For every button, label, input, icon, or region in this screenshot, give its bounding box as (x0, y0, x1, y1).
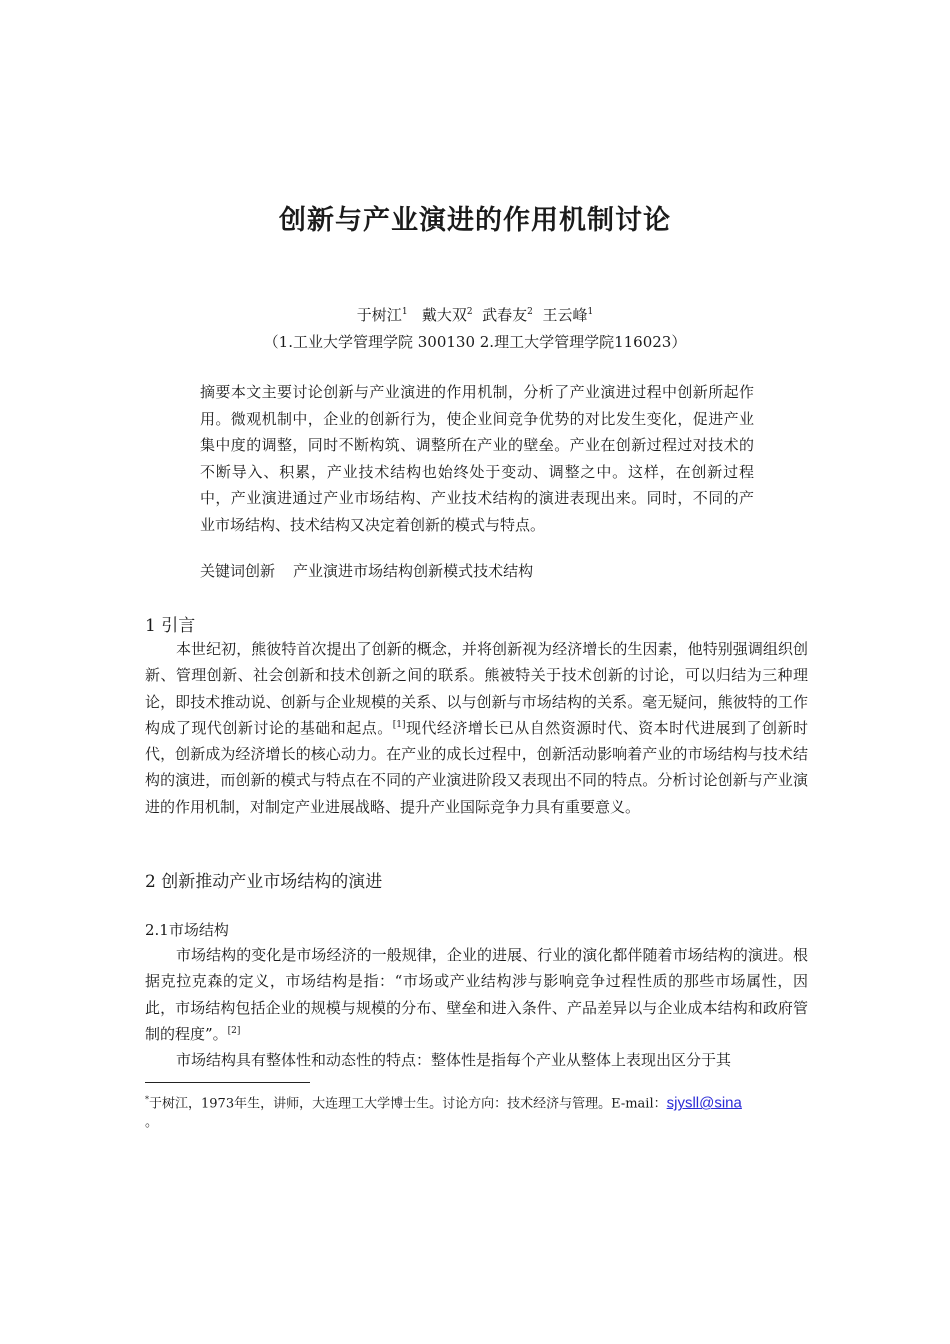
paragraph-text: 本世纪初，熊彼特首次提出了创新的概念，并将创新视为经济增长的生因素，他特别强调组织创新、管理创新、社会创新和技术创新之间的联系。熊被特关于技术创新的讨论，可以归结为三种理论，即技术推动说、创新与企业规模的关系、以与创新与市场结构的关系。毫无疑问，熊彼特的工作构成了现代创新讨论的基础和起点。 (145, 640, 808, 737)
author-name: 王云峰 (542, 306, 588, 324)
author-affil-mark: 1 (587, 307, 594, 317)
paragraph-text: 市场结构具有整体性和动态性的特点：整体性是指每个产业从整体上表现出区分于其 (176, 1051, 732, 1070)
affiliation-line: （1.工业大学管理学院 300130 2.理工大学管理学院116023） (263, 333, 687, 351)
keyword: 创新模式 (413, 562, 474, 580)
abstract-text: 本文主要讨论创新与产业演进的作用机制，分析了产业演进过程中创新所起作用。微观机制中，企业的创新行为，使企业间竞争优势的对比发生变化，促进产业集中度的调整，同时不断构筑、调整所在产业的壁垒。产业在创新过程过对技术的不断导入、积累，产业技术结构也始终处于变动、调整之中。这样，在创新过程中，产业演进通过产业市场结构、产业技术结构的演进表现出来。同时，不同的产业市场结构、技术结构又决定着创新的模式与特点。 (200, 383, 754, 534)
paragraph (145, 1047, 808, 1073)
keyword: 创新 (245, 562, 276, 580)
author-affil-mark: 1 (401, 307, 408, 317)
footnote (145, 1090, 815, 1132)
paragraph (145, 636, 808, 820)
author-affil-mark: 2 (466, 307, 473, 317)
footnote-text: 于树江，1973年生，讲师，大连理工大学博士生。讨论方向：技术经济与管理。E-mail： (149, 1096, 667, 1112)
author-name: 于树江 (356, 306, 402, 324)
author-line (0, 304, 950, 325)
keywords-label: 关键词 (200, 562, 246, 580)
abstract-block (200, 379, 754, 539)
paper-title: 创新与产业演进的作用机制讨论 (279, 205, 671, 236)
keywords-line (200, 560, 533, 581)
subsection-heading: 2.1市场结构 (145, 921, 229, 939)
paragraph-text: 市场结构的变化是市场经济的一般规律，企业的进展、行业的演化都伴随着市场结构的演进。根据克拉克森的定义，市场结构是指：“市场或产业结构涉与影响竞争过程性质的那些市场属性，因此，市场结构包括企业的规模与规模的分布、壁垒和进入条件、产品差异以与企业成本结构和政府管制的程度”。 (145, 946, 808, 1043)
section-heading: 1 引言 (145, 616, 196, 636)
abstract-label: 摘要 (200, 383, 231, 401)
keyword: 产业演进 (293, 562, 354, 580)
footnote-divider (145, 1082, 310, 1083)
email-link[interactable]: sjysll@sina (666, 1094, 742, 1112)
keyword: 市场结构 (353, 562, 414, 580)
author-affil-mark: 2 (527, 307, 533, 317)
section-heading: 2 创新推动产业市场结构的演进 (145, 872, 383, 892)
author-name: 武春友 (482, 306, 528, 324)
paragraph-text: 现代经济增长已从自然资源时代、资本时代进展到了创新时代，创新成为经济增长的核心动力。在产业的成长过程中，创新活动影响着产业的市场结构与技术结构的演进，而创新的模式与特点在不同的产业演进阶段又表现出不同的特点。分析讨论创新与产业演进的作用机制，对制定产业进展战略、提升产业国际竞争力具有重要意义。 (145, 718, 808, 816)
section-1-body (145, 636, 808, 820)
author-name: 戴大双 (421, 306, 467, 324)
paragraph (145, 942, 808, 1047)
keyword: 技术结构 (473, 562, 534, 580)
citation-mark: [2] (227, 1025, 241, 1036)
citation-mark: [1] (392, 719, 406, 730)
section-2-1-body (145, 942, 808, 1073)
footnote-mark: * (145, 1095, 149, 1104)
footnote-tail: 。 (145, 1115, 159, 1131)
